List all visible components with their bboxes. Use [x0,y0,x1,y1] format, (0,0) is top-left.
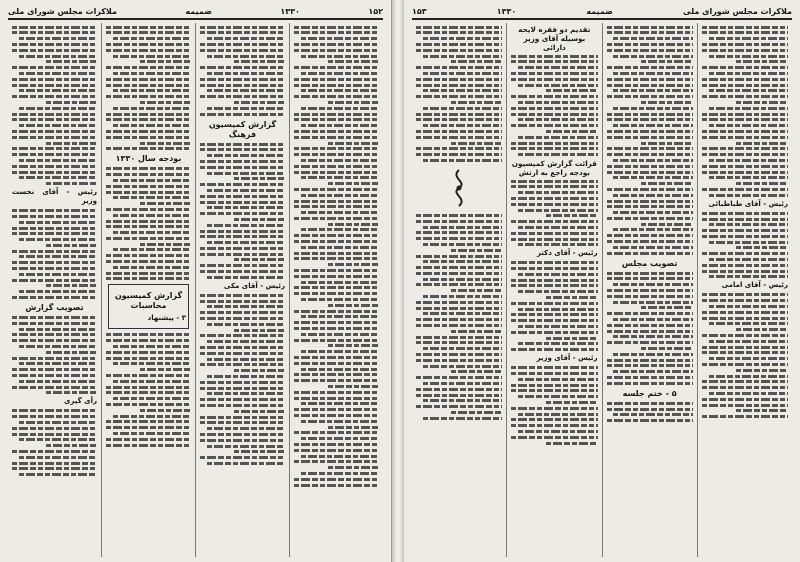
left-item: ۳ - پیشنهاد [147,314,186,323]
left-column-2 [195,23,289,557]
left-agenda-box [108,284,189,329]
right-head-center: ضمیمه [586,6,613,16]
left-columns [8,23,383,557]
left-speaker-1: رئیس - آقای مکی [223,281,285,290]
left-column-3 [101,23,195,557]
right-heading-main-sub: بوسیله آقای وزیر دارائی [523,34,586,52]
right-heading-main: تقدیم دو فقره لایحه [518,25,591,34]
right-heading-approval: تصویب مجلس [621,258,678,268]
left-heading-decision: تصویب گزارش [25,303,84,313]
right-running-head [412,4,792,20]
left-page [0,0,392,562]
right-main-title [511,25,597,52]
left-column-1 [289,23,383,557]
right-column-3 [506,23,601,557]
right-column-2 [602,23,697,557]
right-heading-report: قرائت گزارش کمیسیون [511,158,597,168]
left-head-center: ضمیمه [185,6,212,16]
left-folio: ۱۵۲ [368,6,383,16]
right-page [404,0,800,562]
right-heading-report-sub: بودجه راجع به ارتش [518,167,590,177]
right-head-outer: ملاکرات مجلس شورای ملی [683,6,792,16]
left-speaker-2: رئیس - آقای نخست وزیر [12,188,97,206]
right-speaker-4: رئیس - آقای امامی [721,281,788,290]
decorative-ornament [416,168,502,208]
right-head-inner: ۱۳۳۰ [496,6,517,16]
left-head-inner: ۱۳۳۰ [280,6,300,16]
left-head-outer: ملاکرات مجلس شورای ملی [8,6,117,16]
binding-gutter [392,0,404,562]
left-running-head [8,4,383,20]
left-heading-note: بودجه سال ۱۳۳۰ [115,154,182,164]
right-report-title [511,159,597,177]
right-speaker-1: رئیس - آقای دکتر [536,249,598,258]
left-vote: رأی گیری [64,397,97,406]
flourish-icon [446,168,472,208]
right-columns [412,23,792,557]
right-speaker-3: رئیس - آقای طباطبائی [708,199,788,208]
right-speaker-2: رئیس - آقای وزیر [536,354,598,363]
right-folio: ۱۵۳ [412,6,427,16]
right-column-1 [697,23,792,557]
right-column-4 [412,23,506,557]
left-heading-agenda: گزارش کمیسیون محاسبات [114,291,183,311]
left-heading-session-report: گزارش کمیسیون فرهنگ [208,119,277,139]
left-column-4 [8,23,101,557]
right-heading-end: ۵ - ختم جلسه [622,388,677,398]
